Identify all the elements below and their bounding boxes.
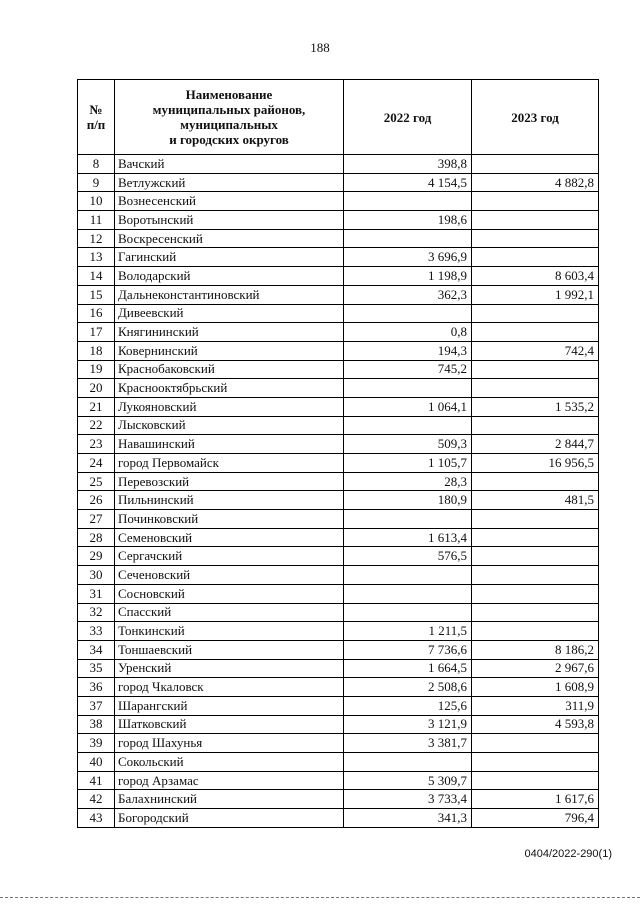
municipality-name-cell: Гагинский bbox=[115, 248, 344, 267]
table-body bbox=[78, 155, 599, 828]
value-2022-cell: 3 733,4 bbox=[344, 790, 472, 809]
table-row bbox=[78, 267, 599, 286]
municipality-name-cell: Ветлужский bbox=[115, 173, 344, 192]
row-number-cell: 19 bbox=[78, 360, 115, 379]
table-row bbox=[78, 809, 599, 828]
municipality-name-cell: Уренский bbox=[115, 659, 344, 678]
table-row bbox=[78, 678, 599, 697]
municipality-name-cell: Сергачский bbox=[115, 547, 344, 566]
table-row bbox=[78, 397, 599, 416]
table-row bbox=[78, 379, 599, 398]
table-header bbox=[78, 80, 599, 155]
table-row bbox=[78, 192, 599, 211]
value-2022-cell: 398,8 bbox=[344, 155, 472, 174]
row-number-cell: 13 bbox=[78, 248, 115, 267]
value-2023-cell: 481,5 bbox=[472, 491, 599, 510]
row-number-cell: 10 bbox=[78, 192, 115, 211]
municipality-name-cell: Навашинский bbox=[115, 435, 344, 454]
municipality-name-cell: Краснобаковский bbox=[115, 360, 344, 379]
value-2022-cell bbox=[344, 192, 472, 211]
municipality-name-cell: Лысковский bbox=[115, 416, 344, 435]
table-row bbox=[78, 734, 599, 753]
table-row bbox=[78, 248, 599, 267]
value-2022-cell bbox=[344, 510, 472, 529]
municipality-name-cell: Воротынский bbox=[115, 211, 344, 230]
row-number-cell: 32 bbox=[78, 603, 115, 622]
value-2022-cell bbox=[344, 379, 472, 398]
value-2023-cell: 1 617,6 bbox=[472, 790, 599, 809]
row-number-cell: 35 bbox=[78, 659, 115, 678]
table-row bbox=[78, 323, 599, 342]
value-2023-cell bbox=[472, 379, 599, 398]
row-number-cell: 15 bbox=[78, 285, 115, 304]
row-number-cell: 41 bbox=[78, 771, 115, 790]
municipality-name-cell: Вознесенский bbox=[115, 192, 344, 211]
row-number-cell: 8 bbox=[78, 155, 115, 174]
table-row bbox=[78, 341, 599, 360]
table-row bbox=[78, 416, 599, 435]
row-number-cell: 29 bbox=[78, 547, 115, 566]
value-2023-cell bbox=[472, 603, 599, 622]
table-row bbox=[78, 753, 599, 772]
header-row-number: № п/п bbox=[78, 80, 115, 155]
value-2022-cell: 509,3 bbox=[344, 435, 472, 454]
document-code: 0404/2022-290(1) bbox=[524, 848, 612, 860]
row-number-cell: 12 bbox=[78, 229, 115, 248]
row-number-cell: 39 bbox=[78, 734, 115, 753]
municipality-name-cell: Дивеевский bbox=[115, 304, 344, 323]
header-municipality-name: Наименование муниципальных районов, муниципальных и городских округов bbox=[115, 80, 344, 155]
municipality-name-cell: Перевозский bbox=[115, 472, 344, 491]
table-row bbox=[78, 304, 599, 323]
row-number-cell: 16 bbox=[78, 304, 115, 323]
value-2022-cell: 1 664,5 bbox=[344, 659, 472, 678]
row-number-cell: 25 bbox=[78, 472, 115, 491]
header-year-2022: 2022 год bbox=[344, 80, 472, 155]
value-2023-cell bbox=[472, 192, 599, 211]
row-number-cell: 33 bbox=[78, 622, 115, 641]
table-row bbox=[78, 155, 599, 174]
value-2023-cell bbox=[472, 229, 599, 248]
value-2023-cell: 8 186,2 bbox=[472, 640, 599, 659]
subsidy-table bbox=[77, 79, 599, 828]
municipality-name-cell: город Шахунья bbox=[115, 734, 344, 753]
row-number-cell: 22 bbox=[78, 416, 115, 435]
municipality-name-cell: город Арзамас bbox=[115, 771, 344, 790]
row-number-cell: 30 bbox=[78, 566, 115, 585]
table-row bbox=[78, 435, 599, 454]
municipality-name-cell: Сеченовский bbox=[115, 566, 344, 585]
value-2022-cell: 341,3 bbox=[344, 809, 472, 828]
table-row bbox=[78, 285, 599, 304]
municipality-name-cell: город Первомайск bbox=[115, 454, 344, 473]
value-2023-cell: 16 956,5 bbox=[472, 454, 599, 473]
row-number-cell: 28 bbox=[78, 528, 115, 547]
municipality-name-cell: город Чкаловск bbox=[115, 678, 344, 697]
row-number-cell: 23 bbox=[78, 435, 115, 454]
value-2022-cell: 1 211,5 bbox=[344, 622, 472, 641]
value-2023-cell bbox=[472, 771, 599, 790]
municipality-name-cell: Семеновский bbox=[115, 528, 344, 547]
row-number-cell: 31 bbox=[78, 584, 115, 603]
table-row bbox=[78, 491, 599, 510]
table-row bbox=[78, 173, 599, 192]
table-row bbox=[78, 510, 599, 529]
value-2023-cell: 1 608,9 bbox=[472, 678, 599, 697]
value-2022-cell: 1 064,1 bbox=[344, 397, 472, 416]
value-2022-cell: 4 154,5 bbox=[344, 173, 472, 192]
value-2023-cell bbox=[472, 416, 599, 435]
municipality-name-cell: Шарангский bbox=[115, 696, 344, 715]
row-number-cell: 24 bbox=[78, 454, 115, 473]
value-2023-cell: 1 992,1 bbox=[472, 285, 599, 304]
value-2023-cell bbox=[472, 528, 599, 547]
value-2023-cell bbox=[472, 248, 599, 267]
table-row bbox=[78, 454, 599, 473]
table-row bbox=[78, 790, 599, 809]
row-number-cell: 21 bbox=[78, 397, 115, 416]
value-2022-cell: 2 508,6 bbox=[344, 678, 472, 697]
value-2023-cell: 8 603,4 bbox=[472, 267, 599, 286]
row-number-cell: 34 bbox=[78, 640, 115, 659]
row-number-cell: 20 bbox=[78, 379, 115, 398]
municipality-name-cell: Княгининский bbox=[115, 323, 344, 342]
table-row bbox=[78, 771, 599, 790]
value-2022-cell: 576,5 bbox=[344, 547, 472, 566]
municipality-name-cell: Володарский bbox=[115, 267, 344, 286]
table-row bbox=[78, 472, 599, 491]
municipality-name-cell: Шатковский bbox=[115, 715, 344, 734]
municipality-name-cell: Вачский bbox=[115, 155, 344, 174]
row-number-cell: 18 bbox=[78, 341, 115, 360]
value-2022-cell: 28,3 bbox=[344, 472, 472, 491]
value-2023-cell bbox=[472, 753, 599, 772]
value-2023-cell bbox=[472, 323, 599, 342]
value-2022-cell bbox=[344, 753, 472, 772]
municipality-name-cell: Богородский bbox=[115, 809, 344, 828]
value-2023-cell: 4 882,8 bbox=[472, 173, 599, 192]
value-2022-cell: 3 381,7 bbox=[344, 734, 472, 753]
value-2023-cell: 796,4 bbox=[472, 809, 599, 828]
row-number-cell: 17 bbox=[78, 323, 115, 342]
municipality-name-cell: Воскресенский bbox=[115, 229, 344, 248]
value-2022-cell bbox=[344, 566, 472, 585]
value-2022-cell bbox=[344, 603, 472, 622]
municipality-name-cell: Сокольский bbox=[115, 753, 344, 772]
value-2022-cell: 198,6 bbox=[344, 211, 472, 230]
value-2022-cell: 194,3 bbox=[344, 341, 472, 360]
row-number-cell: 9 bbox=[78, 173, 115, 192]
value-2022-cell: 125,6 bbox=[344, 696, 472, 715]
municipality-name-cell: Краснооктябрьский bbox=[115, 379, 344, 398]
scan-edge-line bbox=[0, 897, 640, 898]
table-row bbox=[78, 566, 599, 585]
value-2022-cell: 362,3 bbox=[344, 285, 472, 304]
municipality-name-cell: Спасский bbox=[115, 603, 344, 622]
value-2023-cell bbox=[472, 734, 599, 753]
value-2022-cell: 3 696,9 bbox=[344, 248, 472, 267]
table-row bbox=[78, 696, 599, 715]
value-2023-cell: 311,9 bbox=[472, 696, 599, 715]
value-2022-cell: 1 198,9 bbox=[344, 267, 472, 286]
row-number-cell: 14 bbox=[78, 267, 115, 286]
value-2023-cell: 2 844,7 bbox=[472, 435, 599, 454]
value-2023-cell bbox=[472, 304, 599, 323]
table-row bbox=[78, 603, 599, 622]
municipality-name-cell: Лукояновский bbox=[115, 397, 344, 416]
municipality-name-cell: Сосновский bbox=[115, 584, 344, 603]
value-2023-cell bbox=[472, 622, 599, 641]
value-2023-cell bbox=[472, 547, 599, 566]
municipality-name-cell: Починковский bbox=[115, 510, 344, 529]
value-2022-cell: 1 613,4 bbox=[344, 528, 472, 547]
page-number: 188 bbox=[310, 40, 330, 55]
header-year-2023: 2023 год bbox=[472, 80, 599, 155]
row-number-cell: 27 bbox=[78, 510, 115, 529]
value-2022-cell: 180,9 bbox=[344, 491, 472, 510]
value-2022-cell: 7 736,6 bbox=[344, 640, 472, 659]
row-number-cell: 42 bbox=[78, 790, 115, 809]
value-2023-cell bbox=[472, 584, 599, 603]
row-number-cell: 26 bbox=[78, 491, 115, 510]
value-2022-cell bbox=[344, 304, 472, 323]
value-2022-cell: 5 309,7 bbox=[344, 771, 472, 790]
value-2023-cell bbox=[472, 360, 599, 379]
value-2023-cell bbox=[472, 155, 599, 174]
value-2023-cell bbox=[472, 510, 599, 529]
value-2022-cell bbox=[344, 416, 472, 435]
row-number-cell: 40 bbox=[78, 753, 115, 772]
table-row bbox=[78, 584, 599, 603]
table-row bbox=[78, 715, 599, 734]
table-row bbox=[78, 640, 599, 659]
value-2023-cell: 4 593,8 bbox=[472, 715, 599, 734]
table-row bbox=[78, 547, 599, 566]
table-row bbox=[78, 622, 599, 641]
value-2023-cell: 1 535,2 bbox=[472, 397, 599, 416]
municipality-name-cell: Тоншаевский bbox=[115, 640, 344, 659]
value-2022-cell: 745,2 bbox=[344, 360, 472, 379]
row-number-cell: 43 bbox=[78, 809, 115, 828]
row-number-cell: 11 bbox=[78, 211, 115, 230]
value-2022-cell bbox=[344, 229, 472, 248]
value-2023-cell bbox=[472, 566, 599, 585]
row-number-cell: 38 bbox=[78, 715, 115, 734]
table-row bbox=[78, 360, 599, 379]
value-2023-cell bbox=[472, 472, 599, 491]
municipality-name-cell: Балахнинский bbox=[115, 790, 344, 809]
table-row bbox=[78, 659, 599, 678]
value-2022-cell: 0,8 bbox=[344, 323, 472, 342]
table-row bbox=[78, 528, 599, 547]
value-2023-cell: 2 967,6 bbox=[472, 659, 599, 678]
value-2022-cell bbox=[344, 584, 472, 603]
row-number-cell: 36 bbox=[78, 678, 115, 697]
value-2023-cell bbox=[472, 211, 599, 230]
value-2022-cell: 3 121,9 bbox=[344, 715, 472, 734]
value-2022-cell: 1 105,7 bbox=[344, 454, 472, 473]
municipality-name-cell: Дальнеконстантиновский bbox=[115, 285, 344, 304]
value-2023-cell: 742,4 bbox=[472, 341, 599, 360]
municipality-name-cell: Пильнинский bbox=[115, 491, 344, 510]
municipality-name-cell: Ковернинский bbox=[115, 341, 344, 360]
table-row bbox=[78, 211, 599, 230]
municipality-name-cell: Тонкинский bbox=[115, 622, 344, 641]
row-number-cell: 37 bbox=[78, 696, 115, 715]
table-row bbox=[78, 229, 599, 248]
